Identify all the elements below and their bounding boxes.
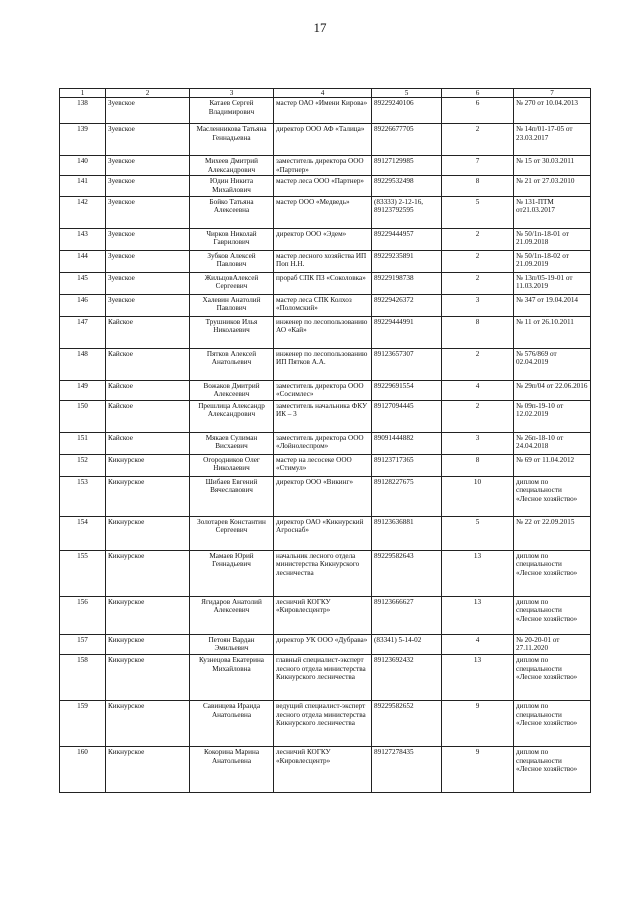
cell-full-name: Кокорина Марина Анатольевна <box>190 747 274 793</box>
cell-phone: 89123636881 <box>372 516 442 550</box>
cell-full-name: Ягидаров Анатолий Алексеевич <box>190 596 274 634</box>
cell-phone: (83333) 2-12-16, 89123792595 <box>372 196 442 228</box>
cell-document: диплом по специальности «Лесное хозяйство» <box>514 596 591 634</box>
cell-full-name: Шибаев Евгений Вячеславович <box>190 476 274 516</box>
table-row <box>60 316 591 348</box>
cell-full-name: Прешлица Александр Александрович <box>190 400 274 432</box>
cell-experience: 2 <box>442 124 514 156</box>
cell-phone: 89229444957 <box>372 228 442 250</box>
table-row <box>60 294 591 316</box>
cell-experience: 3 <box>442 432 514 454</box>
table-row <box>60 634 591 654</box>
cell-district: Зуевское <box>106 98 190 124</box>
cell-number: 141 <box>60 176 106 196</box>
cell-position: ведущий специалист-эксперт лесного отдела министерства Кикнурского лесничества <box>274 701 372 747</box>
header-row <box>60 89 591 98</box>
table-row <box>60 400 591 432</box>
cell-position: инженер по лесопользованию АО «Кай» <box>274 316 372 348</box>
cell-position: заместитель директора ООО «Сосимлес» <box>274 380 372 400</box>
cell-position: мастер леса ООО «Партнер» <box>274 176 372 196</box>
cell-position: директор ООО «Эдем» <box>274 228 372 250</box>
cell-phone: 89123657307 <box>372 348 442 380</box>
cell-number: 157 <box>60 634 106 654</box>
cell-document: № 09п-19-10 от 12.02.2019 <box>514 400 591 432</box>
cell-number: 150 <box>60 400 106 432</box>
table-header <box>60 89 591 98</box>
cell-number: 152 <box>60 454 106 476</box>
cell-phone: 89229235891 <box>372 250 442 272</box>
cell-experience: 9 <box>442 747 514 793</box>
cell-document: диплом по специальности «Лесное хозяйство» <box>514 747 591 793</box>
cell-phone: 89229691554 <box>372 380 442 400</box>
cell-full-name: Золотарев Константин Сергеевич <box>190 516 274 550</box>
table-row <box>60 655 591 701</box>
cell-phone: 89123717365 <box>372 454 442 476</box>
cell-full-name: Бойко Татьяна Алексеевна <box>190 196 274 228</box>
cell-phone: 89226677705 <box>372 124 442 156</box>
cell-district: Кикнурское <box>106 747 190 793</box>
cell-district: Кайское <box>106 348 190 380</box>
cell-number: 153 <box>60 476 106 516</box>
cell-number: 138 <box>60 98 106 124</box>
cell-district: Зуевское <box>106 156 190 176</box>
cell-district: Кикнурское <box>106 701 190 747</box>
cell-document: № 26п-18-10 от 24.04.2018 <box>514 432 591 454</box>
cell-phone: 89229582643 <box>372 550 442 596</box>
cell-phone: 89229582652 <box>372 701 442 747</box>
cell-number: 151 <box>60 432 106 454</box>
cell-district: Зуевское <box>106 250 190 272</box>
cell-document: диплом по специальности «Лесное хозяйство» <box>514 550 591 596</box>
table-row <box>60 747 591 793</box>
cell-number: 159 <box>60 701 106 747</box>
cell-document: № 14п/01-17-05 от 23.03.2017 <box>514 124 591 156</box>
table-row <box>60 550 591 596</box>
cell-experience: 8 <box>442 176 514 196</box>
cell-experience: 13 <box>442 655 514 701</box>
cell-position: мастер ООО «Медведь» <box>274 196 372 228</box>
cell-district: Кикнурское <box>106 596 190 634</box>
cell-experience: 4 <box>442 634 514 654</box>
cell-experience: 5 <box>442 196 514 228</box>
cell-phone: 89229198738 <box>372 272 442 294</box>
table-row <box>60 228 591 250</box>
cell-district: Кикнурское <box>106 655 190 701</box>
cell-experience: 2 <box>442 272 514 294</box>
cell-document: № 21 от 27.03.2010 <box>514 176 591 196</box>
column-header: 5 <box>372 89 442 98</box>
cell-district: Зуевское <box>106 272 190 294</box>
cell-document: № 576/869 от 02.04.2019 <box>514 348 591 380</box>
table-row <box>60 250 591 272</box>
cell-number: 156 <box>60 596 106 634</box>
cell-number: 147 <box>60 316 106 348</box>
cell-document: № 29п/04 от 22.06.2016 <box>514 380 591 400</box>
cell-full-name: ЖильцовАлексей Сергеевич <box>190 272 274 294</box>
registry-table <box>59 88 591 793</box>
cell-phone: (83341) 5-14-02 <box>372 634 442 654</box>
table-row <box>60 196 591 228</box>
table-row <box>60 454 591 476</box>
cell-document: диплом по специальности «Лесное хозяйство» <box>514 476 591 516</box>
cell-phone: 89127094445 <box>372 400 442 432</box>
cell-full-name: Огородников Олег Николаевич <box>190 454 274 476</box>
cell-position: главный специалист-эксперт лесного отдела министерства Кикнурского лесничества <box>274 655 372 701</box>
cell-document: диплом по специальности «Лесное хозяйство» <box>514 701 591 747</box>
cell-experience: 7 <box>442 156 514 176</box>
cell-district: Кикнурское <box>106 516 190 550</box>
cell-district: Кайское <box>106 432 190 454</box>
cell-full-name: Трушников Илья Николаевич <box>190 316 274 348</box>
cell-position: мастер на лесосеке ООО «Стимул» <box>274 454 372 476</box>
cell-position: директор ООО «Викинг» <box>274 476 372 516</box>
cell-full-name: Пятков Алексей Анатольевич <box>190 348 274 380</box>
cell-experience: 8 <box>442 316 514 348</box>
cell-position: мастер лесного хозяйства ИП Поп Н.Н. <box>274 250 372 272</box>
cell-experience: 4 <box>442 380 514 400</box>
cell-experience: 2 <box>442 400 514 432</box>
cell-experience: 5 <box>442 516 514 550</box>
table-row <box>60 348 591 380</box>
cell-position: начальник лесного отдела министерства Кикнурского лесничества <box>274 550 372 596</box>
cell-district: Кайское <box>106 380 190 400</box>
cell-number: 139 <box>60 124 106 156</box>
column-header: 4 <box>274 89 372 98</box>
cell-number: 155 <box>60 550 106 596</box>
cell-full-name: Халевин Анатолий Павлович <box>190 294 274 316</box>
cell-position: лесничий КОГКУ «Кировлесцентр» <box>274 596 372 634</box>
cell-phone: 89127129985 <box>372 156 442 176</box>
cell-experience: 2 <box>442 348 514 380</box>
cell-phone: 89229426372 <box>372 294 442 316</box>
table-row <box>60 432 591 454</box>
cell-full-name: Петоян Вардан Эмильевич <box>190 634 274 654</box>
cell-document: № 50/1п-18-01 от 21.09.2018 <box>514 228 591 250</box>
column-header: 7 <box>514 89 591 98</box>
cell-full-name: Юдин Никита Михайлович <box>190 176 274 196</box>
cell-document: № 20-20-01 от 27.11.2020 <box>514 634 591 654</box>
cell-full-name: Зубков Алексей Павлович <box>190 250 274 272</box>
cell-document: диплом по специальности «Лесное хозяйство» <box>514 655 591 701</box>
cell-position: мастер ОАО «Имени Кирова» <box>274 98 372 124</box>
cell-number: 144 <box>60 250 106 272</box>
cell-district: Зуевское <box>106 124 190 156</box>
cell-number: 145 <box>60 272 106 294</box>
cell-position: директор ОАО «Кикнурский Агроснаб» <box>274 516 372 550</box>
table-row <box>60 476 591 516</box>
cell-position: мастер леса СПК Колхоз «Поломский» <box>274 294 372 316</box>
cell-full-name: Михеев Дмитрий Александрович <box>190 156 274 176</box>
table-row <box>60 596 591 634</box>
cell-position: лесничий КОГКУ «Кировлесцентр» <box>274 747 372 793</box>
cell-number: 140 <box>60 156 106 176</box>
cell-position: директор УК ООО «Дубрава» <box>274 634 372 654</box>
cell-district: Зуевское <box>106 228 190 250</box>
cell-position: заместитель начальника ФКУ ИК – 3 <box>274 400 372 432</box>
cell-position: инженер по лесопользованию ИП Пятков А.А. <box>274 348 372 380</box>
cell-full-name: Кузнецова Екатерина Михайловна <box>190 655 274 701</box>
cell-phone: 89123666627 <box>372 596 442 634</box>
cell-experience: 6 <box>442 98 514 124</box>
cell-document: № 11 от 26.10.2011 <box>514 316 591 348</box>
column-header: 2 <box>106 89 190 98</box>
cell-full-name: Мамаев Юрий Геннадьевич <box>190 550 274 596</box>
cell-full-name: Катаев Сергей Владимирович <box>190 98 274 124</box>
cell-experience: 10 <box>442 476 514 516</box>
cell-phone: 89128227675 <box>372 476 442 516</box>
table-row <box>60 272 591 294</box>
cell-district: Кайское <box>106 316 190 348</box>
cell-experience: 2 <box>442 250 514 272</box>
cell-number: 148 <box>60 348 106 380</box>
table-row <box>60 98 591 124</box>
cell-number: 142 <box>60 196 106 228</box>
cell-document: № 15 от 30.03.2011 <box>514 156 591 176</box>
table-row <box>60 156 591 176</box>
cell-phone: 89127278435 <box>372 747 442 793</box>
cell-number: 146 <box>60 294 106 316</box>
cell-position: заместитель директора ООО «Партнер» <box>274 156 372 176</box>
cell-phone: 89123692432 <box>372 655 442 701</box>
cell-full-name: Масленникова Татьяна Геннадьевна <box>190 124 274 156</box>
cell-document: № 131-ПТМ от21.03.2017 <box>514 196 591 228</box>
cell-experience: 8 <box>442 454 514 476</box>
cell-document: № 270 от 10.04.2013 <box>514 98 591 124</box>
cell-experience: 9 <box>442 701 514 747</box>
cell-number: 160 <box>60 747 106 793</box>
cell-number: 154 <box>60 516 106 550</box>
cell-full-name: Мякаев Сулиман Висхаевич <box>190 432 274 454</box>
table-body <box>60 98 591 793</box>
cell-full-name: Вожаков Дмитрий Алексеевич <box>190 380 274 400</box>
cell-full-name: Савинцева Ираида Анатольевна <box>190 701 274 747</box>
cell-district: Кикнурское <box>106 550 190 596</box>
cell-experience: 3 <box>442 294 514 316</box>
cell-district: Зуевское <box>106 176 190 196</box>
cell-phone: 89091444882 <box>372 432 442 454</box>
cell-document: № 69 от 11.04.2012 <box>514 454 591 476</box>
cell-number: 158 <box>60 655 106 701</box>
cell-phone: 89229444991 <box>372 316 442 348</box>
cell-experience: 13 <box>442 550 514 596</box>
column-header: 3 <box>190 89 274 98</box>
cell-document: № 22 от 22.09.2015 <box>514 516 591 550</box>
cell-district: Кикнурское <box>106 476 190 516</box>
cell-district: Кикнурское <box>106 634 190 654</box>
table-row <box>60 701 591 747</box>
cell-position: заместитель директора ООО «Лойнолеспром» <box>274 432 372 454</box>
cell-position: директор ООО АФ «Талица» <box>274 124 372 156</box>
cell-number: 143 <box>60 228 106 250</box>
table-row <box>60 380 591 400</box>
cell-number: 149 <box>60 380 106 400</box>
cell-document: № 347 от 19.04.2014 <box>514 294 591 316</box>
cell-document: № 13п/05-19-01 от 11.03.2019 <box>514 272 591 294</box>
cell-phone: 89229532498 <box>372 176 442 196</box>
table-row <box>60 124 591 156</box>
column-header: 1 <box>60 89 106 98</box>
cell-district: Зуевское <box>106 294 190 316</box>
column-header: 6 <box>442 89 514 98</box>
cell-district: Зуевское <box>106 196 190 228</box>
cell-experience: 2 <box>442 228 514 250</box>
cell-position: прораб СПК ПЗ «Соколовка» <box>274 272 372 294</box>
table-row <box>60 516 591 550</box>
cell-experience: 13 <box>442 596 514 634</box>
cell-full-name: Чирков Николай Гаврилович <box>190 228 274 250</box>
cell-district: Кайское <box>106 400 190 432</box>
cell-document: № 50/1п-18-02 от 21.09.2019 <box>514 250 591 272</box>
table-row <box>60 176 591 196</box>
cell-district: Кикнурское <box>106 454 190 476</box>
page-number: 17 <box>313 20 327 35</box>
cell-phone: 89229240106 <box>372 98 442 124</box>
